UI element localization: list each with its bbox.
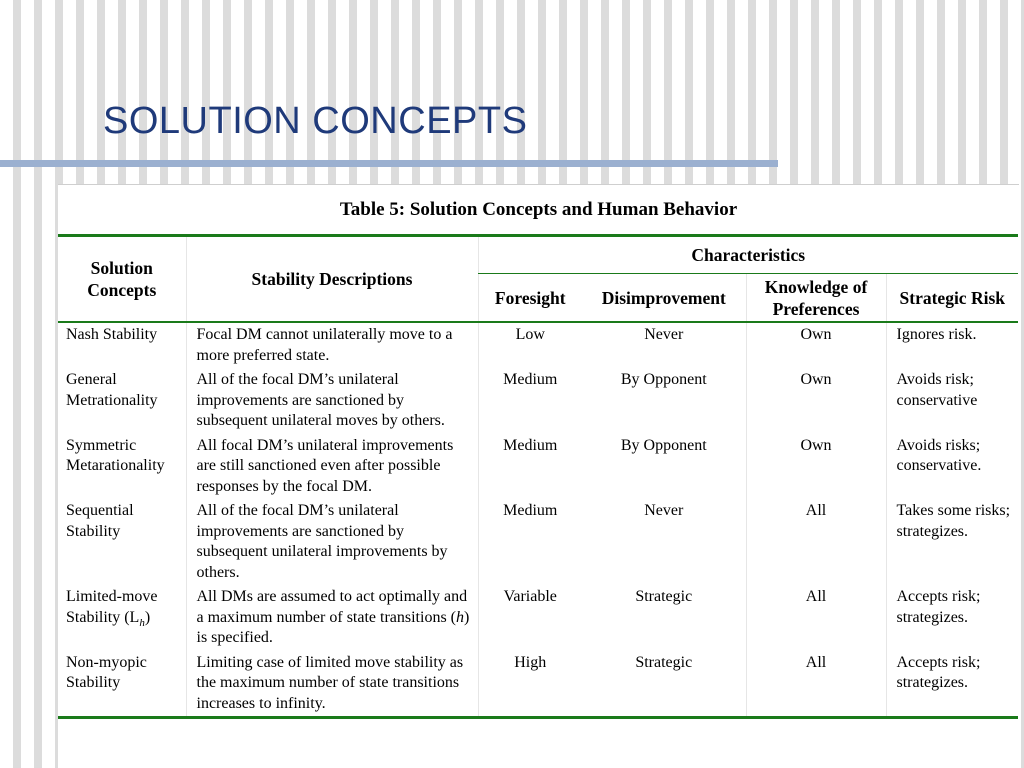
cell-foresight: High [478, 651, 582, 718]
cell-risk: Takes some risks; strategizes. [886, 499, 1018, 585]
cell-knowledge: All [746, 585, 886, 651]
cell-description: Focal DM cannot unilaterally move to a more preferred state. [186, 322, 478, 368]
table-caption: Table 5: Solution Concepts and Human Behavior [339, 199, 738, 220]
header-strategic-risk: Strategic Risk [886, 274, 1018, 323]
cell-risk: Accepts risk; strategizes. [886, 585, 1018, 651]
description-part2: ) is specified. [196, 608, 470, 646]
cell-knowledge: All [746, 651, 886, 718]
cell-foresight: Medium [478, 368, 582, 434]
cell-risk: Avoids risks; conservative. [886, 434, 1018, 500]
table-row [58, 651, 1018, 718]
header-stability-descriptions: Stability Descriptions [186, 236, 478, 323]
table-row [58, 368, 1018, 434]
cell-concept: Sequential Stability [66, 502, 134, 540]
cell-knowledge: Own [746, 322, 886, 368]
cell-description: All focal DM’s unilateral improvements are still sanctioned even after possible responses by the focal DM. [186, 434, 478, 500]
header-solution-concepts: Solution Concepts [58, 236, 186, 323]
concept-prefix: Limited-move Stability (L [66, 588, 158, 626]
description-italic: h [456, 608, 464, 626]
slide-title: SOLUTION CONCEPTS [103, 100, 528, 142]
table-row [58, 434, 1018, 500]
table-panel-top-border [58, 184, 1019, 185]
cell-knowledge: Own [746, 368, 886, 434]
cell-description [186, 585, 478, 651]
cell-concept: Nash Stability [66, 326, 158, 343]
cell-knowledge: All [746, 499, 886, 585]
cell-foresight: Variable [478, 585, 582, 651]
concept-subscript: h [139, 616, 145, 629]
cell-foresight: Medium [478, 499, 582, 585]
table-row [58, 585, 1018, 651]
title-underline-bar [0, 160, 778, 167]
header-knowledge-of-preferences: Knowledge of Preferences [746, 274, 886, 323]
cell-concept: Symmetric Metarationality [66, 436, 165, 474]
header-foresight: Foresight [478, 274, 582, 323]
cell-risk: Ignores risk. [886, 322, 1018, 368]
cell-description: All of the focal DM’s unilateral improvements are sanctioned by subsequent unilateral moves by others. [186, 368, 478, 434]
cell-description: Limiting case of limited move stability as the maximum number of state transitions increases to infinity. [186, 651, 478, 718]
cell-concept: General Metrationality [66, 371, 158, 409]
table-row [58, 322, 1018, 368]
cell-disimprovement: Strategic [582, 651, 746, 718]
description-part1: All DMs are assumed to act optimally and a maximum number of state transitions ( [196, 588, 468, 626]
cell-knowledge: Own [746, 434, 886, 500]
cell-foresight: Medium [478, 434, 582, 500]
header-row-primary [58, 236, 1018, 274]
cell-concept [58, 585, 186, 651]
cell-foresight: Low [478, 322, 582, 368]
cell-concept: Non-myopic Stability [58, 651, 186, 718]
concept-suffix: ) [144, 608, 151, 626]
cell-risk: Accepts risk; strategizes. [886, 651, 1018, 718]
header-characteristics: Characteristics [478, 236, 1018, 274]
cell-disimprovement: Never [644, 502, 684, 519]
cell-risk: Avoids risk; conservative [886, 368, 1018, 434]
cell-disimprovement: Strategic [635, 588, 693, 605]
cell-disimprovement: By Opponent [620, 436, 707, 454]
solution-concepts-table [58, 234, 1018, 719]
table-row [58, 499, 1018, 585]
cell-disimprovement: Never [644, 326, 684, 343]
cell-description: All of the focal DM’s unilateral improvements are sanctioned by subsequent unilateral improvements by others. [186, 499, 478, 585]
header-disimprovement: Disimprovement [582, 274, 746, 323]
cell-disimprovement: By Opponent [620, 371, 707, 388]
